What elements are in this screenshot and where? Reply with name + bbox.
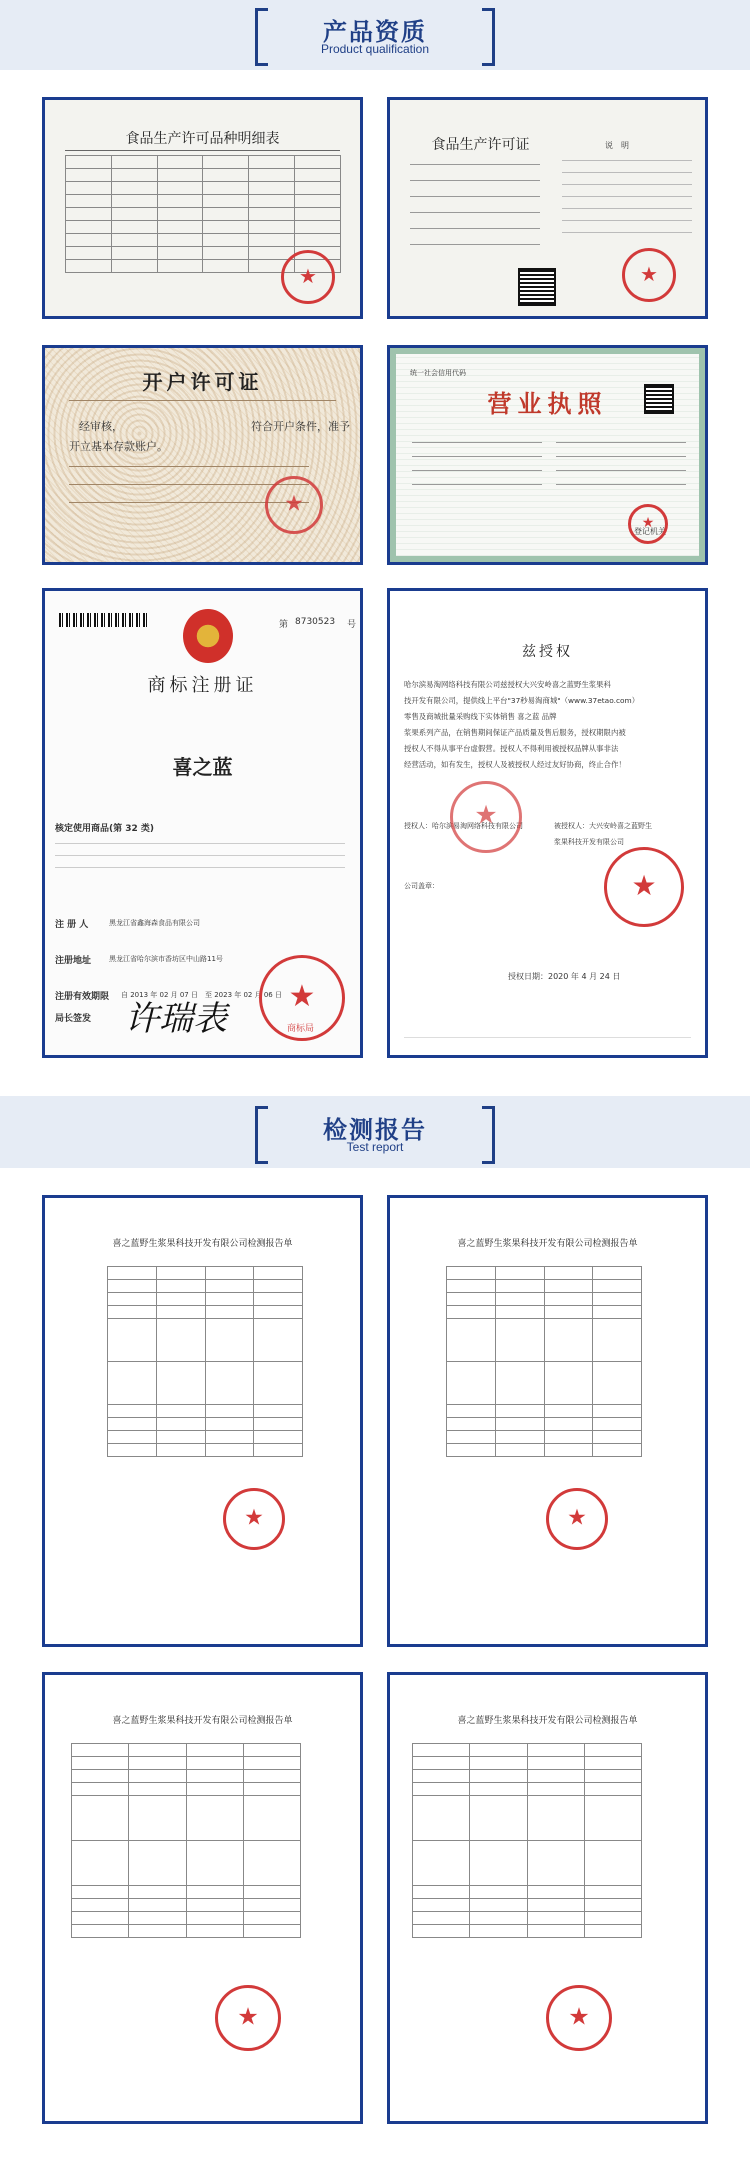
bank-text-2: 开立基本存款账户。 (69, 440, 168, 453)
auth-date: 授权日期：2020 年 4 月 24 日 (508, 972, 621, 981)
registrant: 黑龙江省鑫海森食品有限公司 (109, 919, 200, 927)
registration-authority: 登记机关 (634, 527, 666, 536)
validity: 自 2013 年 02 月 07 日 至 2023 年 02 月 06 日 (121, 991, 282, 999)
reg-no-suffix: 号 (347, 620, 357, 630)
report-title: 喜之蓝野生浆果科技开发有限公司检测报告单 (457, 1239, 638, 1249)
test-report-1 (42, 1195, 363, 1647)
report-title: 喜之蓝野生浆果科技开发有限公司检测报告单 (112, 1716, 293, 1726)
red-seal (215, 1985, 281, 2051)
qr-code-icon (518, 268, 556, 306)
credit-code-label: 统一社会信用代码 (410, 369, 466, 377)
red-seal (450, 781, 522, 853)
grantor: 授权人：哈尔滨易淘网络科技有限公司 (404, 822, 523, 830)
section-title-cn: 产品资质 (323, 18, 427, 46)
report-title: 喜之蓝野生浆果科技开发有限公司检测报告单 (457, 1716, 638, 1726)
cert-title: 食品生产许可品种明细表 (125, 131, 280, 147)
bank-text-1b: 符合开户条件，准予 (251, 420, 350, 433)
registrant-label: 注 册 人 (55, 920, 89, 930)
report-table (412, 1743, 642, 1938)
director-label: 局长签发 (55, 1014, 92, 1024)
address: 黑龙江省哈尔滨市香坊区中山路11号 (109, 955, 223, 963)
grantee-line-2: 浆果科技开发有限公司 (554, 838, 624, 846)
section-title-cn: 检测报告 (323, 1116, 427, 1144)
section-title-en: Product qualification (320, 42, 430, 56)
cert-title: 兹授权 (522, 644, 573, 660)
section-title-product-qualification (255, 8, 495, 60)
red-seal (223, 1488, 285, 1550)
red-seal (281, 250, 335, 304)
qr-code-icon (644, 384, 674, 414)
cert-trademark (42, 588, 363, 1058)
report-title: 喜之蓝野生浆果科技开发有限公司检测报告单 (112, 1239, 293, 1249)
note-heading: 说 明 (605, 141, 629, 150)
auth-body-line-6: 经营活动，如有发生，授权人及被授权人经过友好协商，终止合作！ (404, 760, 626, 769)
seal-text: 商标局 (287, 1024, 315, 1034)
section-title-test-report (255, 1106, 495, 1158)
company-seal-label: 公司盖章： (404, 882, 439, 890)
goods-label: 核定使用商品(第 32 类) (55, 824, 155, 834)
address-label: 注册地址 (55, 956, 92, 966)
reg-no: 8730523 (295, 617, 336, 627)
section-title-en: Test report (346, 1140, 404, 1154)
red-seal (546, 1985, 612, 2051)
red-seal (604, 847, 684, 927)
cert-food-license (387, 97, 708, 319)
auth-body-line-4: 浆果系列产品，在销售期间保证产品质量及售后服务，授权期限内被 (404, 728, 626, 737)
cert-title: 食品生产许可证 (431, 137, 530, 153)
validity-label: 注册有效期限 (55, 992, 110, 1002)
report-table (446, 1266, 642, 1457)
cert-business-license (387, 345, 708, 565)
red-seal (628, 504, 668, 544)
auth-body-line-3: 零售及商城批量采购线下实体销售 喜之蓝 品牌 (404, 712, 557, 721)
grantee: 被授权人：大兴安岭喜之蓝野生 (554, 822, 652, 830)
test-report-2 (387, 1195, 708, 1647)
auth-body-line-2: 技开发有限公司，提供线上平台"37秒易淘商城"（www.37etao.com） (404, 696, 640, 705)
report-table (107, 1266, 303, 1457)
report-table (71, 1743, 301, 1938)
red-seal (265, 476, 323, 534)
auth-body-line-1: 哈尔滨易淘网络科技有限公司兹授权大兴安岭喜之蓝野生浆果科 (404, 680, 611, 689)
test-report-4 (387, 1672, 708, 2124)
bank-text-1: 经审核， (79, 420, 123, 433)
cert-authorization (387, 588, 708, 1058)
barcode (59, 613, 149, 627)
auth-body-line-5: 授权人不得从事平台虚假营。授权人不得利用被授权品牌从事非法 (404, 744, 619, 753)
cert-title: 开户许可证 (142, 370, 263, 394)
cert-title: 营业执照 (487, 389, 608, 418)
reg-no-label: 第 (279, 620, 289, 630)
cert-title: 商标注册证 (147, 675, 258, 696)
cert-food-detail (42, 97, 363, 319)
cert-bank-account (42, 345, 363, 565)
test-report-3 (42, 1672, 363, 2124)
trademark-name: 喜之蓝 (172, 755, 233, 779)
red-seal (622, 248, 676, 302)
red-seal (546, 1488, 608, 1550)
director-signature: 许瑞表 (125, 999, 227, 1039)
national-emblem-icon (183, 609, 233, 663)
